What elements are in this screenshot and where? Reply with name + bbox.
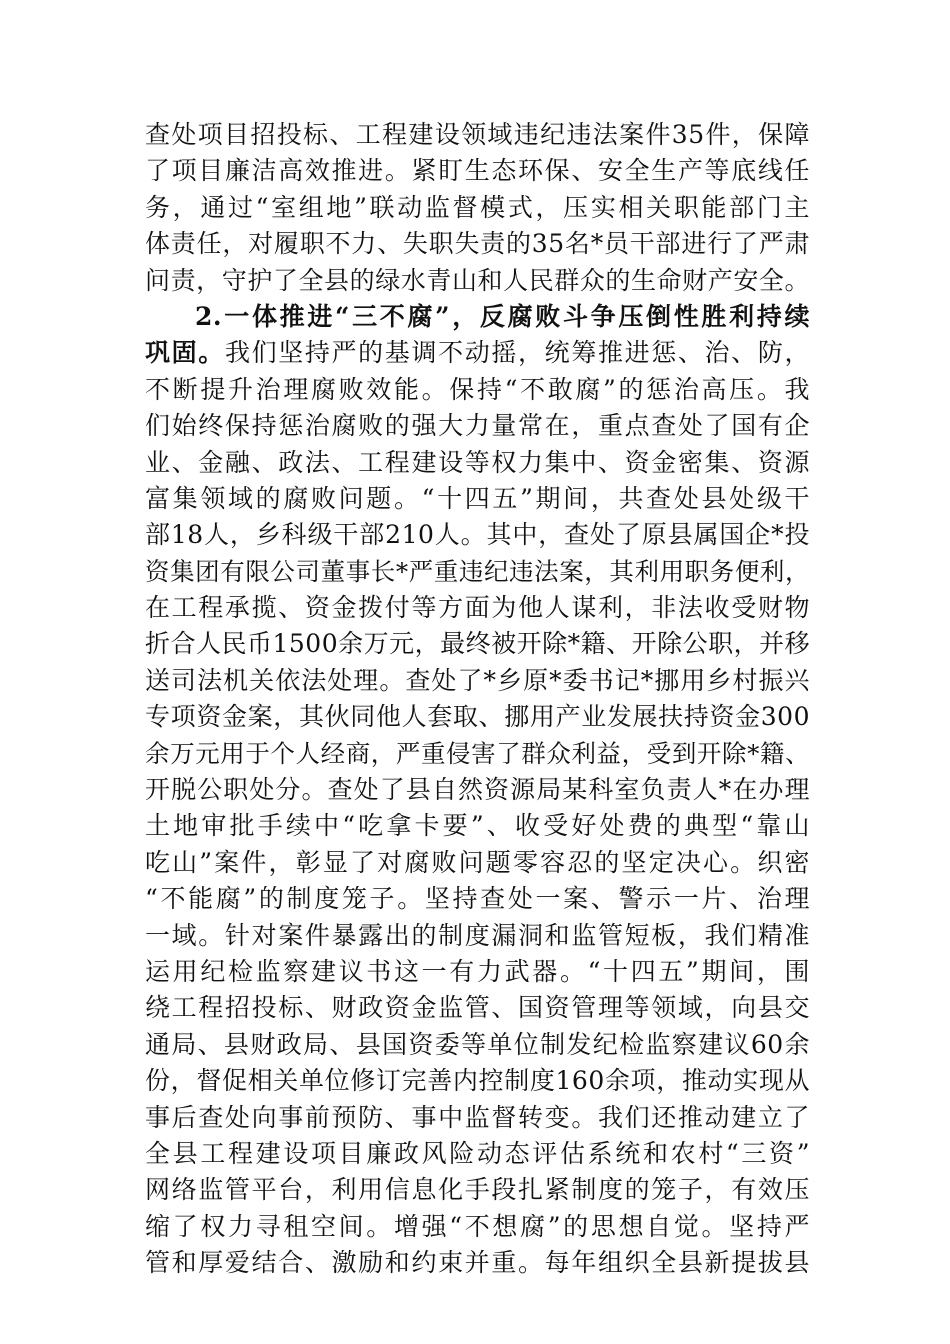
text-line: 运用纪检监察建议书这一有力武器。“十四五”期间，围: [145, 956, 810, 986]
text-line: 问责，守护了全县的绿水青山和人民群众的生命财产安全。: [145, 265, 810, 295]
text-line: 在工程承揽、资金拨付等方面为他人谋利，非法收受财物: [145, 593, 810, 623]
text-line: 通局、县财政局、县国资委等单位制发纪检监察建议60余: [145, 1029, 810, 1059]
text-line: 事后查处向事前预防、事中监督转变。我们还推动建立了: [145, 1102, 810, 1132]
text-line: 专项资金案，其伙同他人套取、挪用产业发展扶持资金300: [145, 702, 810, 732]
text-line: 缩了权力寻租空间。增强“不想腐”的思想自觉。坚持严: [145, 1211, 810, 1241]
text-line: 务，通过“室组地”联动监督模式，压实相关职能部门主: [145, 192, 810, 222]
text-line: 送司法机关依法处理。查处了*乡原*委书记*挪用乡村振兴: [145, 665, 810, 695]
section-heading: 2.一体推进“三不腐”，反腐败斗争压倒性胜利持续: [195, 301, 810, 331]
text-line: 查处项目招投标、工程建设领域违纪违法案件35件，保障: [145, 120, 810, 149]
text-line: 资集团有限公司董事长*严重违纪违法案，其利用职务便利，: [145, 556, 810, 586]
text-line: 折合人民币1500余万元，最终被开除*籍、开除公职，并移: [145, 629, 811, 659]
text-line: 绕工程招投标、财政资金监管、国资管理等领域，向县交: [145, 993, 810, 1023]
text-line: 不断提升治理腐败效能。保持“不敢腐”的惩治高压。我: [145, 374, 810, 404]
text-line: 管和厚爱结合、激励和约束并重。每年组织全县新提拔县: [145, 1248, 810, 1278]
text-line: 全县工程建设项目廉政风险动态评估系统和农村“三资”: [145, 1138, 810, 1168]
text-line: 富集领域的腐败问题。“十四五”期间，共查处县处级干: [145, 483, 810, 513]
text-line: 土地审批手续中“吃拿卡要”、收受好处费的典型“靠山: [145, 811, 810, 841]
text-line: 们始终保持惩治腐败的强大力量常在，重点查处了国有企: [145, 411, 810, 441]
text-line-part: 我们坚持严的基调不动摇，统筹推进惩、治、防，: [224, 338, 810, 368]
text-line: 体责任，对履职不力、失职失责的35名*员干部进行了严肃: [145, 229, 810, 259]
text-line: 吃山”案件，彰显了对腐败问题零容忍的坚定决心。织密: [145, 847, 810, 877]
text-line: [145, 335, 810, 371]
section-heading-end: 巩固。: [145, 338, 225, 368]
text-line: 了项目廉洁高效推进。紧盯生态环保、安全生产等底线任: [145, 156, 810, 186]
text-line: 开脱公职处分。查处了县自然资源局某科室负责人*在办理: [145, 775, 810, 805]
text-line: “不能腐”的制度笼子。坚持查处一案、警示一片、治理: [145, 884, 810, 914]
text-line: 业、金融、政法、工程建设等权力集中、资金密集、资源: [145, 447, 810, 477]
text-line: 份，督促相关单位修订完善内控制度160余项，推动实现从: [145, 1066, 810, 1096]
text-line: 一域。针对案件暴露出的制度漏洞和监管短板，我们精准: [145, 920, 810, 950]
text-line: 部18人，乡科级干部210人。其中，查处了原县属国企*投: [145, 520, 810, 550]
body-text: [145, 117, 810, 1282]
text-line: 余万元用于个人经商，严重侵害了群众利益，受到开除*籍、: [145, 738, 810, 768]
text-line: 网络监管平台，利用信息化手段扎紧制度的笼子，有效压: [145, 1175, 810, 1205]
